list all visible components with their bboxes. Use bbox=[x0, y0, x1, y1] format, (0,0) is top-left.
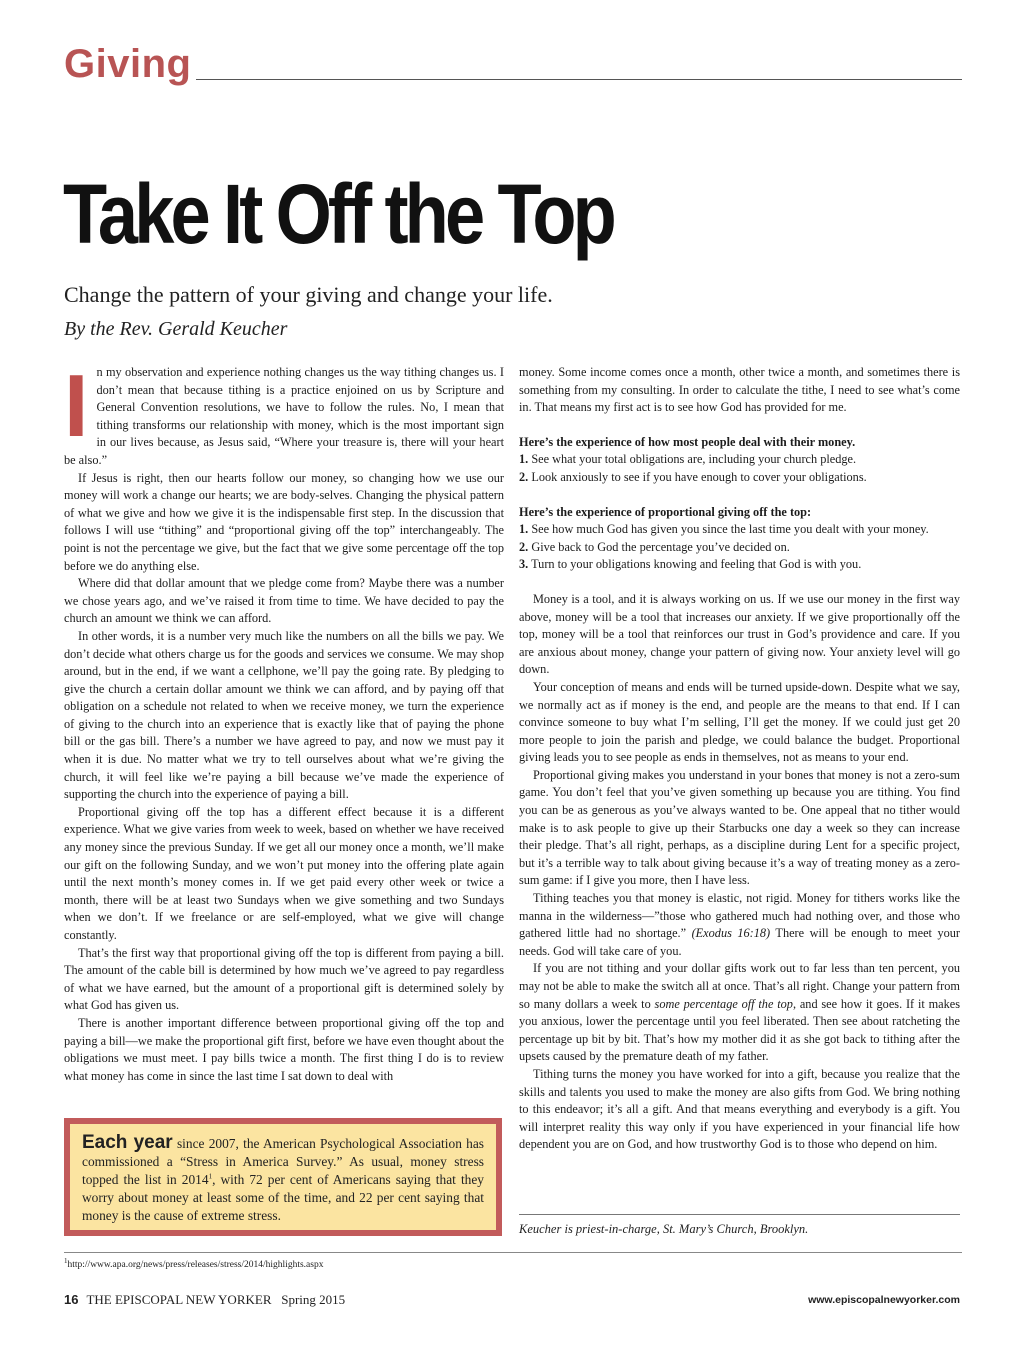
paragraph: money. Some income comes once a month, other twice a month, and sometimes there is something from my consulting. In order to calculate the tithe, I need to see what’s come in. That means my first act is to see how God has provided for me. bbox=[519, 365, 960, 415]
author-signoff: Keucher is priest-in-charge, St. Mary’s Church, Brooklyn. bbox=[519, 1222, 809, 1236]
section-rule bbox=[196, 79, 962, 80]
drop-cap: I bbox=[64, 356, 89, 455]
list-number: 3. bbox=[519, 557, 529, 572]
list-heading: Here’s the experience of how most people deal with their money. bbox=[519, 434, 856, 449]
list-item bbox=[519, 521, 960, 539]
list-text: Look anxiously to see if you have enough to cover your obligations. bbox=[531, 469, 867, 484]
section-label: Giving bbox=[64, 42, 192, 86]
footnote-url: http://www.apa.org/news/press/releases/stress/2014/highlights.aspx bbox=[67, 1260, 324, 1270]
paragraph: In other words, it is a number very much like the numbers on all the bills we pay. We don’t decide what others charge us for the goods and services we consume. We may shop around, but in the end, if we want a cellphone, we’ll pay the going rate. By pledging to give the church a certain dollar amount we think we can afford, and by paying off that obligation on a schedule not related to when we receive money, we turn the experience of giving to the church into an experience that is exactly like that of paying the phone bill or the gas bill. There’s a number we have agreed to pay, and now we must pay it when it is due. No matter what we try to tell ourselves about what we’re giving the church, it will feel like we’re paying a bill because we’ve made the experience of supporting the church into the experience of paying a bill. bbox=[64, 628, 504, 802]
paragraph: Money is a tool, and it is always working on us. If we use our money in the first way above, money will be a tool that increases our anxiety. If we give proportionally off the top, money will be a tool that reinforces our trust in God’s providence and care. If you are anxious about money, change your pattern of giving now. Your anxiety level will go down. bbox=[519, 591, 960, 677]
page-number: 16 bbox=[64, 1292, 79, 1307]
paragraph: Proportional giving off the top has a different effect because it is a different experience. What we give varies from week to week, based on whether we have received any money since the previous Sunday. If we get all our money once a month, we’ll make our gift on the following Sunday, and we won’t put money into the offering plate again until the next month’s money comes in. If we get paid every other week or twice a month, there will be at least two Sundays when we give something and two Sundays when we don’t. If we freelance or are self-employed, what we give will change constantly. bbox=[64, 804, 504, 942]
emphasis-text: some percentage off the top bbox=[654, 996, 793, 1011]
footer-url[interactable]: www.episcopalnewyorker.com bbox=[808, 1294, 960, 1306]
paragraph: That’s the first way that proportional giving off the top is different from paying a bill. The amount of the cable bill is determined by how much we’ve agreed to pay regardless of what we have earned, but the amount of a proportional gift is determined solely by what God has given us. bbox=[64, 945, 504, 1013]
right-column bbox=[519, 364, 960, 1154]
list-text: See how much God has given you since the last time you dealt with your money. bbox=[531, 522, 929, 537]
list-heading: Here’s the experience of proportional giving off the top: bbox=[519, 504, 812, 519]
callout-body: since 2007, the American Psychological Association has commissioned a “Stress in America Survey.” As usual, money stress topped the list in 2014 bbox=[82, 1136, 484, 1187]
paragraph: Where did that dollar amount that we pledge come from? Maybe there was a number we chose years ago, and we’ve raised it from time to time. We have decided to pay the church an amount we think we can afford. bbox=[64, 576, 504, 626]
signoff-rule bbox=[519, 1214, 960, 1215]
footnote-rule bbox=[64, 1252, 962, 1253]
list-number: 2. bbox=[519, 539, 529, 554]
list-item bbox=[519, 556, 960, 574]
scripture-reference: (Exodus 16:18) bbox=[691, 926, 771, 941]
paragraph bbox=[519, 890, 960, 960]
list-text: See what your total obligations are, including your church pledge. bbox=[531, 452, 857, 467]
list-number: 1. bbox=[519, 522, 529, 537]
paragraph: There is another important difference between proportional giving off the top and paying a bill—we make the proportional gift first, before we have even thought about the obligations we must meet. I pay bills twice a month. The first thing I do is to review what money has come in since the last time I sat down to deal with bbox=[64, 1015, 504, 1083]
list-item bbox=[519, 451, 960, 469]
callout-text bbox=[70, 1124, 496, 1230]
paragraph-text: , and see how it goes. If it makes you anxious, lower the percentage until you feel liberated. Then see about ratcheting the percentage up bit by bit. That’s how my mother did it as she got back to tithing after the upsets caused by the premature death of my father. bbox=[519, 996, 961, 1064]
paragraph: Tithing turns the money you have worked for into a gift, because you realize that the skills and talents you used to make the money are also gifts from God. We bring nothing to this endeavor; it’s all a gift. And that means everything and everybody is a gift. You will interpret reality this way only if you have experienced in your financial life how dependent you are on God, and how trustworthy God is to those who depend on him. bbox=[519, 1066, 960, 1152]
footnote-marker: 1 bbox=[64, 1256, 68, 1265]
footer-left bbox=[64, 1292, 345, 1308]
callout-body: , with 72 per cent of Americans saying that they worry about money at least some of the time, and 22 per cent saying that money is the cause of extreme stress. bbox=[82, 1172, 484, 1223]
list-text: Turn to your obligations knowing and feeling that God is with you. bbox=[531, 557, 862, 572]
list-item bbox=[519, 539, 960, 557]
left-column bbox=[64, 356, 504, 1085]
paragraph-text: Tithing teaches you that money is elastic, not rigid. Money for tithers works like the manna in the wilderness—”those who gathered much had nothing over, and those who gathered little had no shortage.” bbox=[519, 891, 960, 941]
list-text: Give back to God the percentage you’ve decided on. bbox=[531, 539, 790, 554]
paragraph: Your conception of means and ends will be turned upside-down. Despite what we say, we normally act as if money is the end, and people are the means to that end. If I can convince someone to buy what I’m selling, I’ll get the money. If we could just get 20 more people to join the parish and pledge, we could balance the budget. Proportional giving leads you to see people as ends in themselves, not as means to your end. bbox=[519, 679, 960, 765]
paragraph: If Jesus is right, then our hearts follow our money, so changing how we use our money will work a change our hearts; we are body-selves. Changing the physical pattern of what we give and how we give it is the indispensable first step. In the discussion that follows I will use “tithing” and “proportional giving off the top” interchangeably. The point is not the percentage we give, but the fact that we give some percentage off the top before we do anything else. bbox=[64, 470, 504, 573]
publication-name: THE EPISCOPAL NEW YORKER Spring 2015 bbox=[86, 1292, 346, 1307]
paragraph-text: If you are not tithing and your dollar gifts work out to far less than ten percent, you may not be able to make the switch all at once. That’s all right. Change your pattern from so many dollars a week to bbox=[519, 961, 960, 1011]
list-number: 1. bbox=[519, 452, 529, 467]
footnote bbox=[64, 1256, 324, 1270]
paragraph-text: There will be enough to meet your needs. God will take care of you. bbox=[519, 926, 960, 958]
paragraph: Proportional giving makes you understand in your bones that money is not a zero-sum game. You don’t feel that you’ve given something up because you are tithing. You find you can be as generous as you’ve always wanted to be. One appeal that no tither would make is to ask people to give up their Starbucks one day a week so they can increase their pledge. That’s all right, perhaps, as a discipline during Lent for a specific project, but it’s a terrible way to talk about giving because it’s a way of treating money as a zero-sum game: if I give you more, then I have less. bbox=[519, 767, 960, 888]
callout-lead: Each year bbox=[82, 1132, 173, 1153]
dek: Change the pattern of your giving and change your life. bbox=[64, 282, 553, 307]
paragraph bbox=[519, 960, 960, 1066]
byline: By the Rev. Gerald Keucher bbox=[64, 318, 288, 340]
headline: Take It Off the Top bbox=[63, 167, 613, 261]
paragraph bbox=[64, 356, 504, 470]
footnote-marker: 1 bbox=[208, 1172, 213, 1181]
list-number: 2. bbox=[519, 469, 529, 484]
paragraph-text: n my observation and experience nothing changes us the way tithing changes us. I don’t mean that because tithing is a practice enjoined on us by Scripture and General Convention resolutions, we have to follow the rules. No, I mean that tithing transforms our relationship with money, which is the most important sign in our lives because, as Jesus said, “Where your treasure is, there will your heart be also.” bbox=[64, 365, 504, 467]
callout-box bbox=[64, 1118, 502, 1236]
list-item bbox=[519, 469, 960, 487]
